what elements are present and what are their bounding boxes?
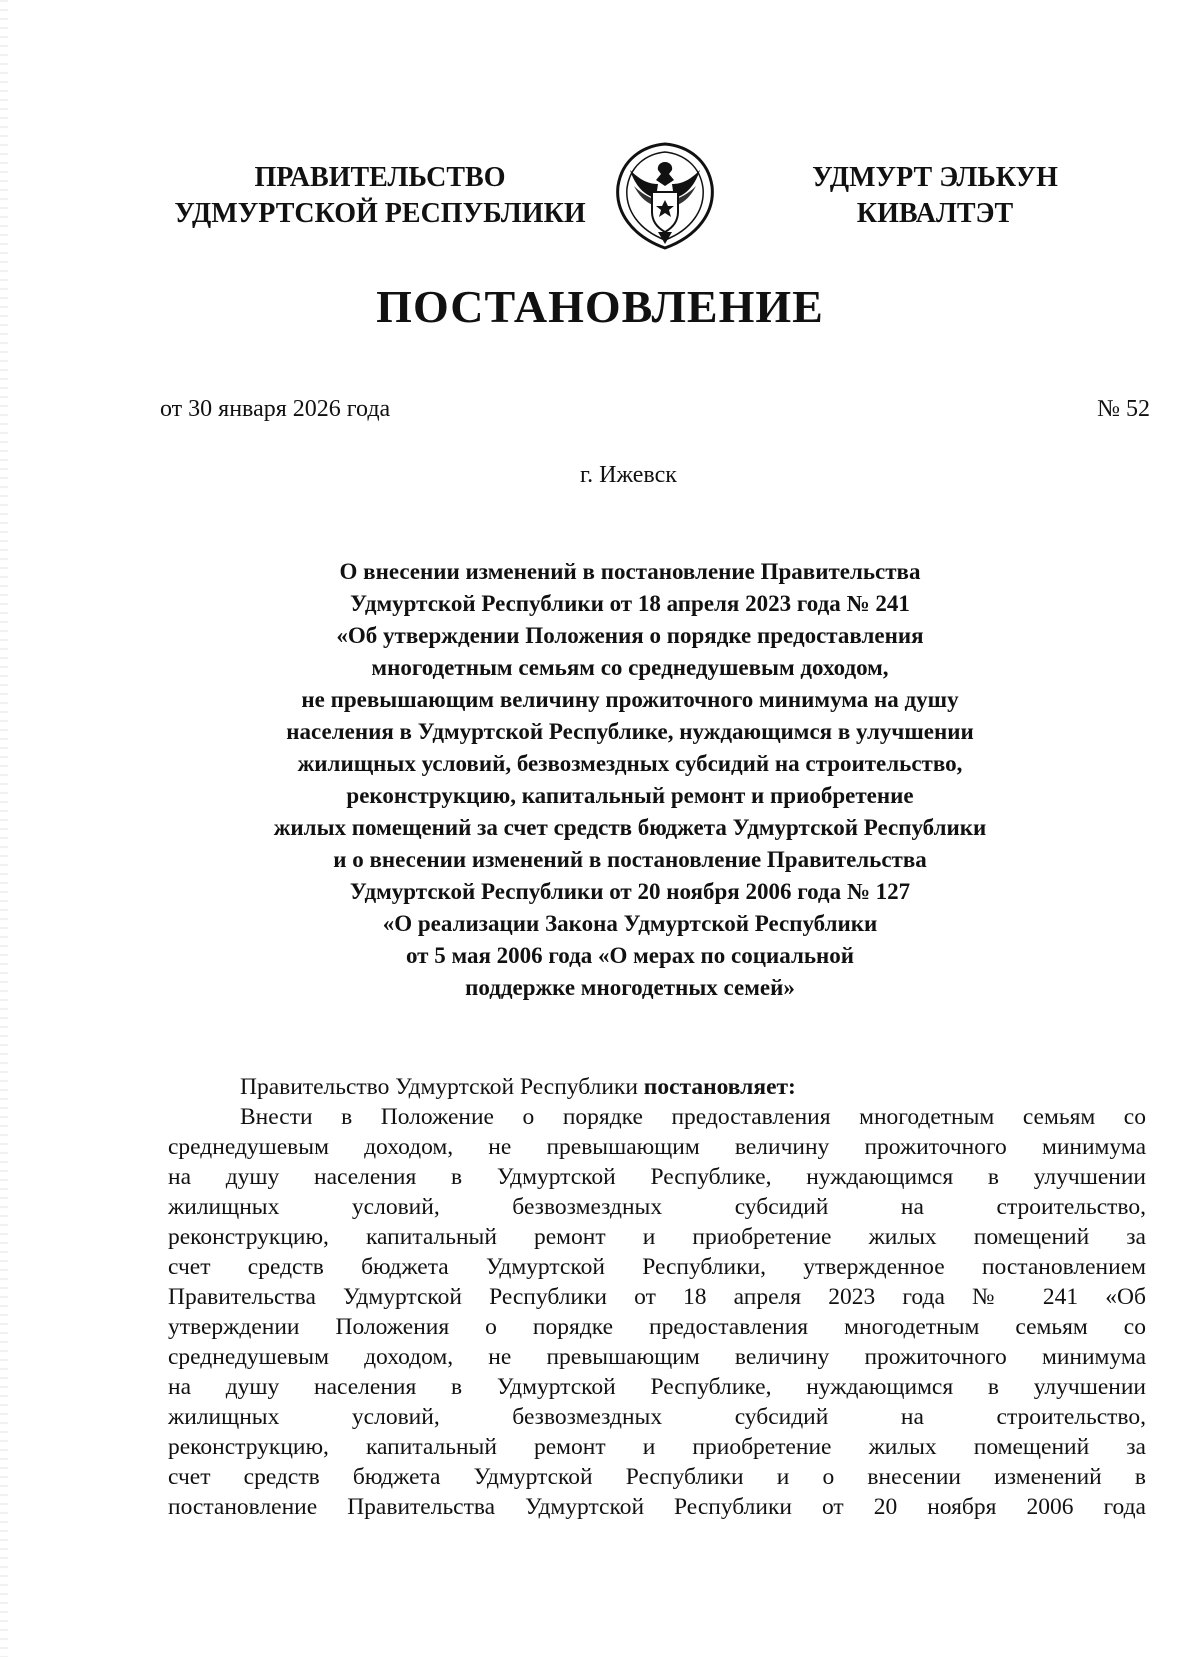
subject-line: О внесении изменений в постановление Правительства — [339, 559, 921, 584]
body-line: реконструкцию, капитальный ремонт и приобретение жилых помещений за — [168, 1224, 1146, 1250]
document-body — [168, 1072, 1146, 1522]
body-intro-resolution-word: постановляет: — [643, 1074, 796, 1100]
body-line: на душу населения в Удмуртской Республике, нуждающимся в улучшении — [168, 1374, 1146, 1400]
subject-line: «О реализации Закона Удмуртской Республики — [382, 911, 878, 936]
body-line: счет средств бюджета Удмуртской Республики и о внесении изменений в — [168, 1464, 1146, 1490]
body-intro-line — [168, 1072, 1146, 1102]
document-type-title: ПОСТАНОВЛЕНИЕ — [376, 281, 824, 332]
coat-of-arms-udmurtia-icon — [612, 140, 718, 252]
header-right-org-name — [790, 160, 1080, 232]
body-line: жилищных условий, безвозмездных субсидий на строительство, — [168, 1404, 1146, 1430]
document-subject — [130, 556, 1130, 1004]
document-number: № 52 — [1097, 396, 1150, 422]
header-right-line-2: КИВАЛТЭТ — [856, 198, 1014, 229]
body-line: Внести в Положение о порядке предоставления многодетным семьям со — [240, 1104, 1146, 1130]
subject-line: жилых помещений за счет средств бюджета Удмуртской Республики — [273, 815, 987, 840]
header-left-line-1: ПРАВИТЕЛЬСТВО — [254, 162, 506, 193]
body-line: на душу населения в Удмуртской Республике, нуждающимся в улучшении — [168, 1164, 1146, 1190]
document-date: от 30 января 2026 года — [160, 396, 391, 422]
subject-line: от 5 мая 2006 года «О мерах по социальной — [405, 943, 855, 968]
body-line: среднедушевым доходом, не превышающим величину прожиточного минимума — [168, 1344, 1146, 1370]
body-line: счет средств бюджета Удмуртской Республики, утвержденное постановлением — [168, 1254, 1146, 1280]
body-line: Правительства Удмуртской Республики от 18 апреля 2023 года № 241 «Об — [168, 1284, 1146, 1310]
subject-line: населения в Удмуртской Республике, нуждающимся в улучшении — [286, 719, 974, 744]
body-line: среднедушевым доходом, не превышающим величину прожиточного минимума — [168, 1134, 1146, 1160]
subject-line: жилищных условий, безвозмездных субсидий на строительство, — [297, 751, 963, 776]
subject-line: и о внесении изменений в постановление Правительства — [333, 847, 927, 872]
header-left-line-2: УДМУРТСКОЙ РЕСПУБЛИКИ — [174, 198, 586, 229]
subject-line: реконструкцию, капитальный ремонт и приобретение — [346, 783, 914, 808]
subject-line: Удмуртской Республики от 20 ноября 2006 года № 127 — [349, 879, 911, 904]
body-line: жилищных условий, безвозмездных субсидий на строительство, — [168, 1194, 1146, 1220]
header-right-line-1: УДМУРТ ЭЛЬКУН — [812, 162, 1058, 193]
subject-line: многодетным семьям со среднедушевым доходом, — [371, 655, 889, 680]
subject-line: «Об утверждении Положения о порядке предоставления — [336, 623, 924, 648]
body-line: реконструкцию, капитальный ремонт и приобретение жилых помещений за — [168, 1434, 1146, 1460]
subject-line: Удмуртской Республики от 18 апреля 2023 года № 241 — [350, 591, 910, 616]
subject-line: поддержке многодетных семей» — [465, 975, 795, 1000]
scan-edge-artifact — [0, 0, 8, 1657]
document-city: г. Ижевск — [580, 462, 677, 488]
body-line: утверждении Положения о порядке предоставления многодетным семьям со — [168, 1314, 1146, 1340]
subject-line: не превышающим величину прожиточного минимума на душу — [301, 687, 959, 712]
body-intro-text: Правительство Удмуртской Республики — [240, 1074, 644, 1100]
body-line: постановление Правительства Удмуртской Республики от 20 ноября 2006 года — [168, 1494, 1146, 1520]
header-left-org-name — [160, 160, 600, 232]
